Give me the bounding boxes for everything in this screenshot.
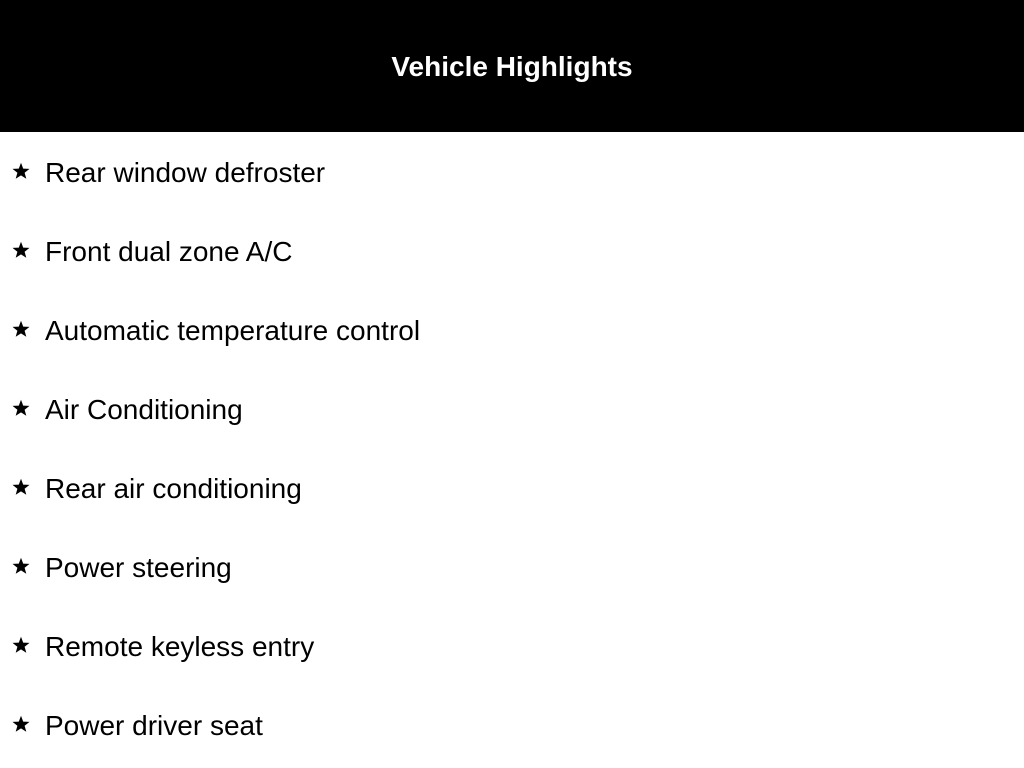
star-icon — [11, 477, 31, 497]
star-icon — [11, 240, 31, 260]
feature-label: Rear air conditioning — [45, 473, 302, 504]
feature-label: Power steering — [45, 552, 232, 583]
feature-label: Front dual zone A/C — [45, 236, 293, 267]
star-icon — [11, 714, 31, 734]
page-title: Vehicle Highlights — [391, 51, 633, 82]
page-header — [0, 0, 1024, 132]
feature-label: Automatic temperature control — [45, 315, 421, 346]
star-icon — [11, 319, 31, 339]
feature-label: Rear window defroster — [45, 157, 326, 188]
star-icon — [11, 161, 31, 181]
feature-label: Power driver seat — [45, 710, 263, 741]
feature-label: Air Conditioning — [45, 394, 243, 425]
star-icon — [11, 398, 31, 418]
star-icon — [11, 556, 31, 576]
feature-label: Remote keyless entry — [45, 631, 315, 662]
star-icon — [11, 635, 31, 655]
